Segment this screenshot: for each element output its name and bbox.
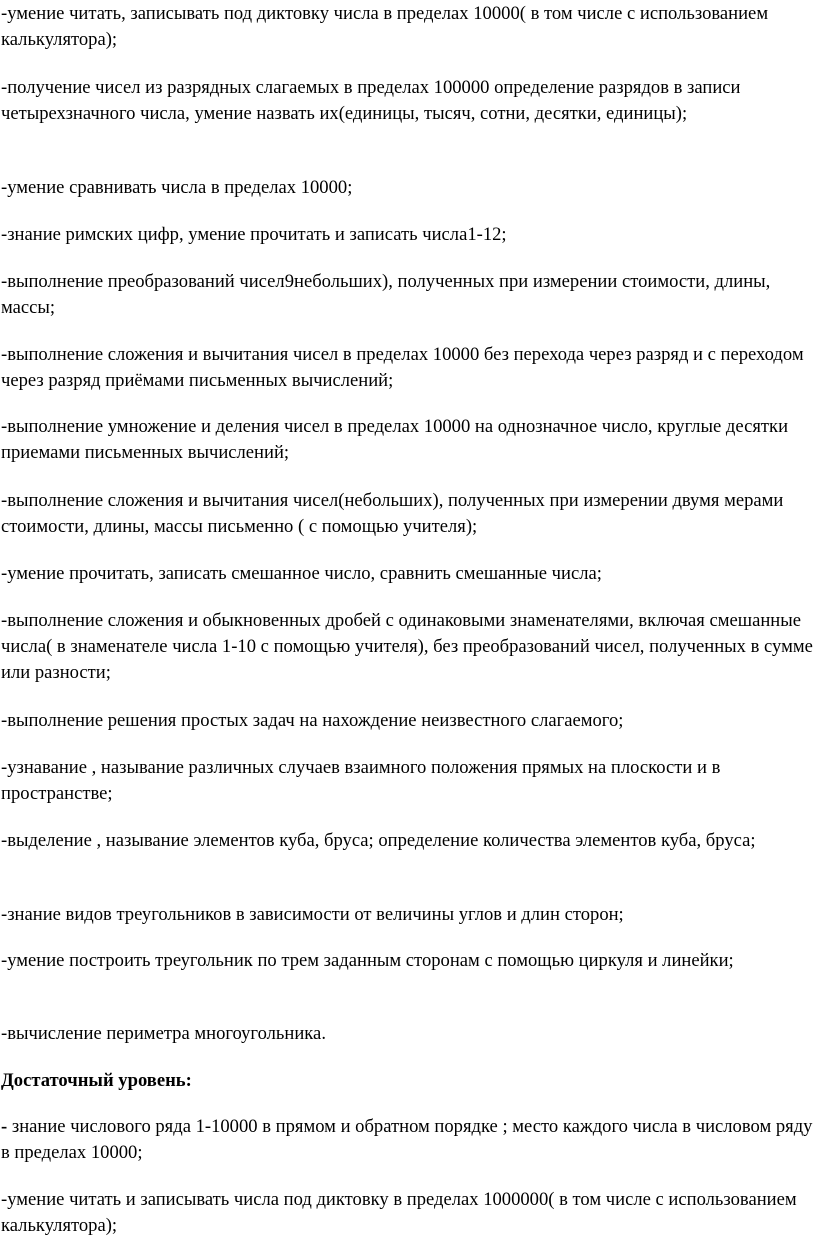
paragraph-14: -знание видов треугольников в зависимости от величины углов и длин сторон; <box>1 904 624 925</box>
paragraph-16: -вычисление периметра многоугольника. <box>1 1023 326 1044</box>
paragraph-18: -умение читать и записывать числа под диктовку в пределах 1000000( в том числе с использованием калькулятора); <box>1 1189 797 1236</box>
paragraph-4: -знание римских цифр, умение прочитать и записать числа1-12; <box>1 224 507 245</box>
paragraph-10: -выполнение сложения и обыкновенных дробей с одинаковыми знаменателями, включая смешанные числа( в знаменателе числа 1-10 с помощью учителя), без преобразований чисел, полученных в сумме или разности; <box>1 610 813 683</box>
section-heading-sufficient-level: Достаточный уровень: <box>1 1070 192 1091</box>
paragraph-17-text: знание числового ряда 1-10000 в прямом и обратном порядке ; место каждого числа в числовом ряду в пределах 10000; <box>1 1116 813 1163</box>
paragraph-2: -получение чисел из разрядных слагаемых в пределах 100000 определение разрядов в записи четырехзначного числа, умение назвать их(единицы, тысяч, сотни, десятки, единицы); <box>1 77 741 124</box>
paragraph-3: -умение сравнивать числа в пределах 10000; <box>1 177 353 198</box>
paragraph-17-dash: - <box>1 1116 8 1137</box>
paragraph-5: -выполнение преобразований чисел9небольших), полученных при измерении стоимости, длины, массы; <box>1 271 771 318</box>
paragraph-12: -узнавание , называние различных случаев взаимного положения прямых на плоскости и в пространстве; <box>1 757 721 804</box>
paragraph-17 <box>0 1114 813 1166</box>
paragraph-7: -выполнение умножение и деления чисел в пределах 10000 на однозначное число, круглые десятки приемами письменных вычислений; <box>1 416 789 463</box>
paragraph-1: -умение читать, записывать под диктовку числа в пределах 10000( в том числе с использованием калькулятора); <box>1 3 769 50</box>
paragraph-6: -выполнение сложения и вычитания чисел в пределах 10000 без перехода через разряд и с переходом через разряд приёмами письменных вычислений; <box>1 344 804 391</box>
paragraph-15: -умение построить треугольник по трем заданным сторонам с помощью циркуля и линейки; <box>1 950 734 971</box>
paragraph-13: -выделение , называние элементов куба, бруса; определение количества элементов куба, бруса; <box>1 830 756 851</box>
paragraph-8: -выполнение сложения и вычитания чисел(небольших), полученных при измерении двумя мерами стоимости, длины, массы письменно ( с помощью учителя); <box>1 490 784 537</box>
paragraph-9: -умение прочитать, записать смешанное число, сравнить смешанные числа; <box>1 563 602 584</box>
paragraph-11: -выполнение решения простых задач на нахождение неизвестного слагаемого; <box>1 710 624 731</box>
